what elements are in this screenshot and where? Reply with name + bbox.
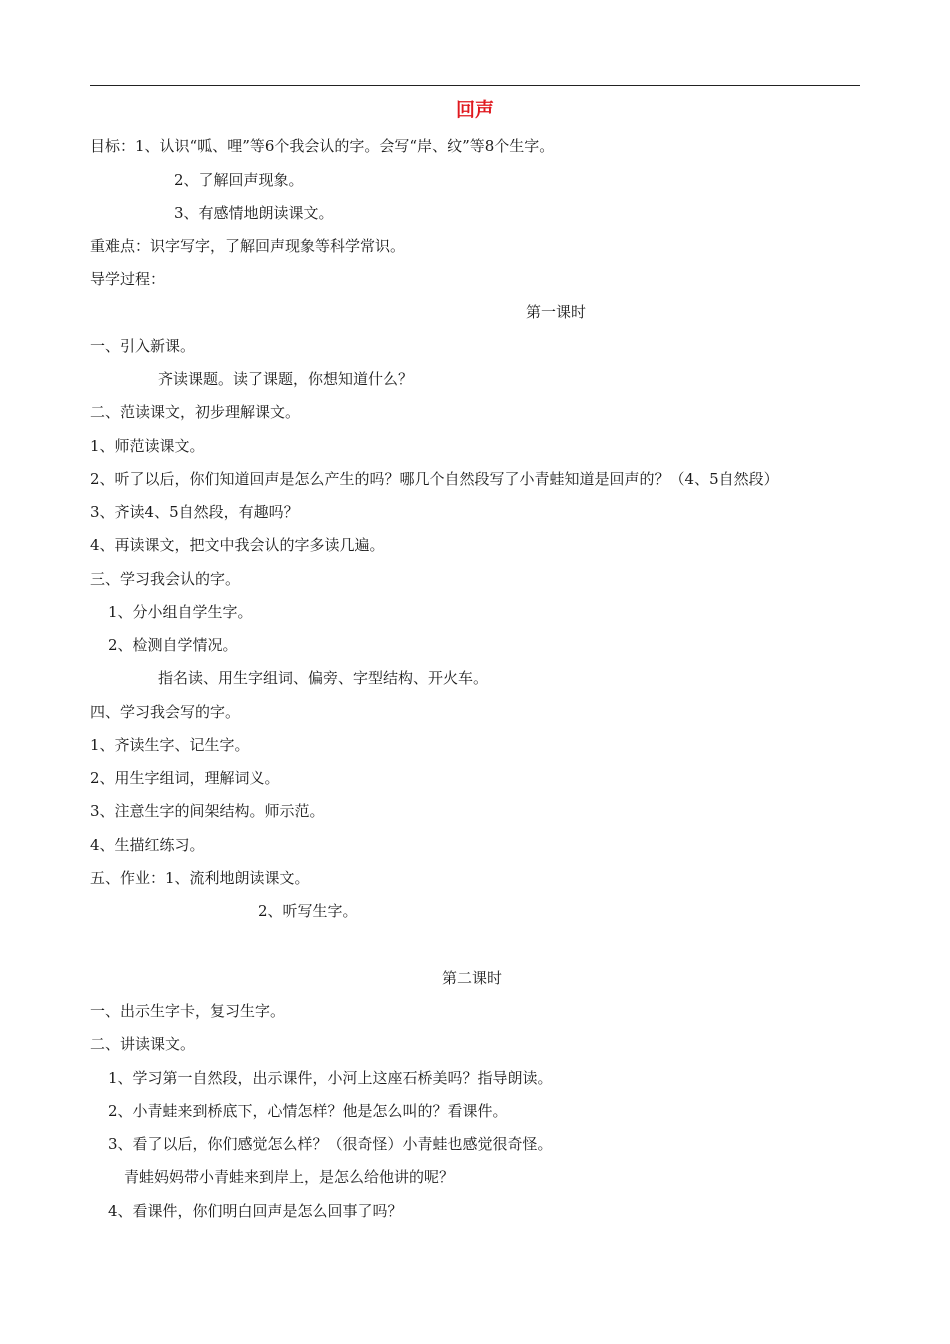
key-points: 重难点：识字写字，了解回声现象等科学常识。 bbox=[90, 237, 406, 255]
goal-item-3: 3、有感情地朗读课文。 bbox=[174, 204, 334, 222]
text-line: 指名读、用生字组词、偏旁、字型结构、开火车。 bbox=[158, 669, 489, 687]
text-line: 1、师范读课文。 bbox=[90, 437, 205, 455]
text-line: 1、齐读生字、记生字。 bbox=[90, 736, 250, 754]
text-line: 1、分小组自学生字。 bbox=[108, 603, 253, 621]
text-line: 3、看了以后，你们感觉怎么样？（很奇怪）小青蛙也感觉很奇怪。 bbox=[108, 1135, 553, 1153]
section-heading: 四、学习我会写的字。 bbox=[90, 703, 241, 721]
text-line: 4、看课件，你们明白回声是怎么回事了吗？ bbox=[108, 1202, 403, 1220]
header-rule bbox=[90, 85, 860, 86]
section-heading: 五、作业：1、流利地朗读课文。 bbox=[90, 869, 310, 887]
text-line: 4、再读课文，把文中我会认的字多读几遍。 bbox=[90, 536, 385, 554]
text-line: 2、听写生字。 bbox=[258, 902, 358, 920]
text-line: 4、生描红练习。 bbox=[90, 836, 205, 854]
section-heading: 二、范读课文，初步理解课文。 bbox=[90, 403, 301, 421]
text-line: 2、小青蛙来到桥底下，心情怎样？他是怎么叫的？看课件。 bbox=[108, 1102, 508, 1120]
goal-line: 目标：1、认识“呱、哩”等6个我会认的字。会写“岸、纹”等8个生字。 bbox=[90, 137, 555, 155]
text-line: 2、用生字组词，理解词义。 bbox=[90, 769, 280, 787]
text-line: 3、注意生字的间架结构。师示范。 bbox=[90, 802, 325, 820]
process-label: 导学过程： bbox=[90, 270, 166, 288]
document-title: 回声 bbox=[455, 99, 494, 121]
section-heading: 二、讲读课文。 bbox=[90, 1035, 196, 1053]
section-heading: 一、引入新课。 bbox=[90, 337, 196, 355]
section-heading: 三、学习我会认的字。 bbox=[90, 570, 241, 588]
goal-item-2: 2、了解回声现象。 bbox=[174, 171, 304, 189]
text-line: 1、学习第一自然段，出示课件，小河上这座石桥美吗？指导朗读。 bbox=[108, 1069, 553, 1087]
lesson-two-heading: 第二课时 bbox=[442, 969, 503, 987]
section-heading: 一、出示生字卡，复习生字。 bbox=[90, 1002, 286, 1020]
text-line: 3、齐读4、5自然段，有趣吗？ bbox=[90, 503, 299, 521]
text-line: 青蛙妈妈带小青蛙来到岸上，是怎么给他讲的呢？ bbox=[124, 1168, 455, 1186]
text-line: 2、检测自学情况。 bbox=[108, 636, 238, 654]
lesson-one-heading: 第一课时 bbox=[526, 303, 587, 321]
text-line: 2、听了以后，你们知道回声是怎么产生的吗？哪几个自然段写了小青蛙知道是回声的？（4、5自然段） bbox=[90, 470, 779, 488]
text-line: 齐读课题。读了课题，你想知道什么？ bbox=[158, 370, 414, 388]
